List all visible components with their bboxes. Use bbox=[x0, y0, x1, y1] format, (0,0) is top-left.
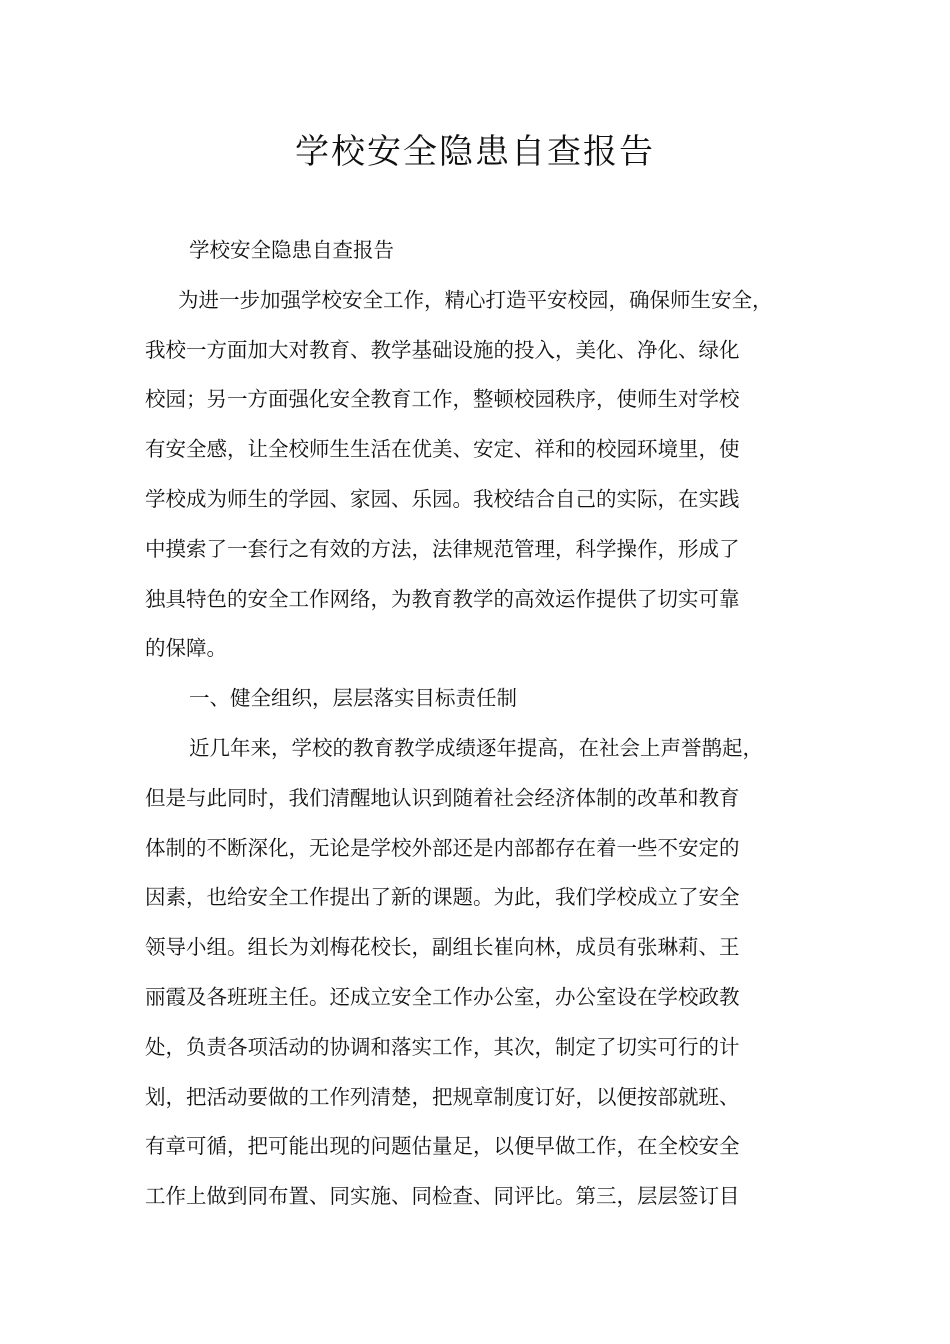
paragraph-line: 体制的不断深化，无论是学校外部还是内部都存在着一些不安定的 bbox=[145, 835, 740, 860]
paragraph-line: 但是与此同时，我们清醒地认识到随着社会经济体制的改革和教育 bbox=[145, 785, 740, 810]
paragraph-line: 划，把活动要做的工作列清楚，把规章制度订好，以便按部就班、 bbox=[145, 1084, 740, 1109]
paragraph-line: 校园；另一方面强化安全教育工作，整顿校园秩序，使师生对学校 bbox=[145, 387, 740, 412]
paragraph-line: 学校成为师生的学园、家园、乐园。我校结合自己的实际，在实践 bbox=[145, 486, 740, 511]
paragraph-line: 有章可循，把可能出现的问题估量足，以便早做工作，在全校安全 bbox=[145, 1134, 740, 1159]
paragraph-line: 因素，也给安全工作提出了新的课题。为此，我们学校成立了安全 bbox=[145, 885, 740, 910]
paragraph-line: 独具特色的安全工作网络，为教育教学的高效运作提供了切实可靠 bbox=[145, 586, 740, 611]
document-body bbox=[145, 226, 825, 1222]
paragraph-line: 中摸索了一套行之有效的方法，法律规范管理，科学操作，形成了 bbox=[145, 536, 740, 561]
paragraph-line: 的保障。 bbox=[145, 636, 227, 661]
paragraph-line: 有安全感，让全校师生生活在优美、安定、祥和的校园环境里，使 bbox=[145, 437, 740, 462]
paragraph-line: 丽霞及各班班主任。还成立安全工作办公室，办公室设在学校政教 bbox=[145, 984, 740, 1009]
subtitle-line: 学校安全隐患自查报告 bbox=[189, 238, 394, 262]
section-heading: 一、健全组织，层层落实目标责任制 bbox=[189, 686, 517, 711]
paragraph-line: 处，负责各项活动的协调和落实工作，其次，制定了切实可行的计 bbox=[145, 1034, 740, 1059]
paragraph-line: 我校一方面加大对教育、教学基础设施的投入，美化、净化、绿化 bbox=[145, 337, 740, 362]
paragraph-line: 领导小组。组长为刘梅花校长，副组长崔向林，成员有张琳莉、王 bbox=[145, 935, 740, 960]
paragraph-line: 为进一步加强学校安全工作，精心打造平安校园，确保师生安全， bbox=[178, 287, 773, 312]
document-title: 学校安全隐患自查报告 bbox=[295, 132, 655, 172]
paragraph-line: 工作上做到同布置、同实施、同检查、同评比。第三，层层签订目 bbox=[145, 1184, 740, 1209]
paragraph-line: 近几年来，学校的教育教学成绩逐年提高，在社会上声誉鹊起， bbox=[189, 735, 763, 760]
